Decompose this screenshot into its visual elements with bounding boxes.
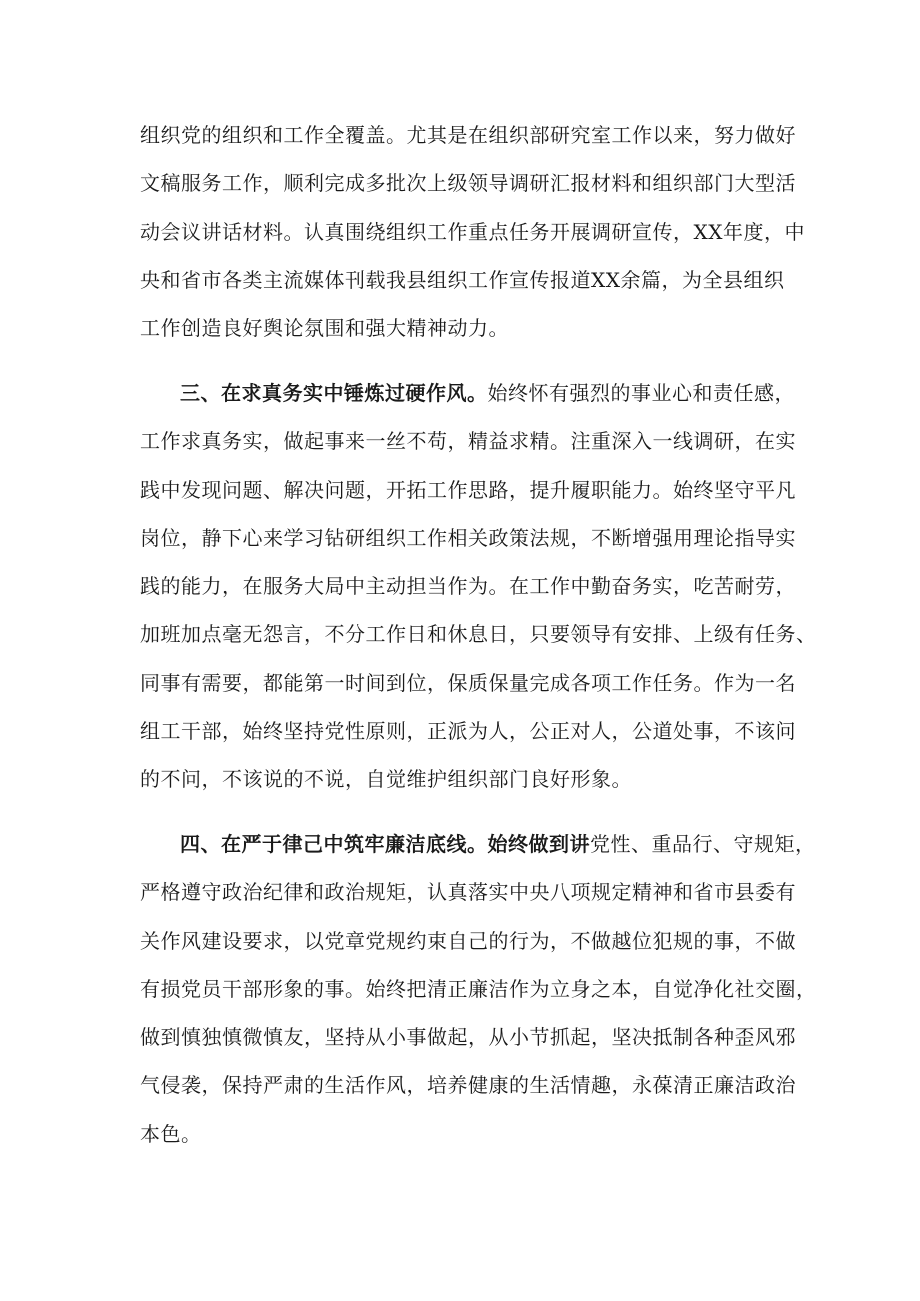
text-line: 岗位，静下心来学习钻研组织工作相关政策法规，不断增强用理论指导实 (140, 525, 796, 550)
text-line: 加班加点毫无怨言，不分工作日和休息日，只要领导有安排、上级有任务、 (140, 622, 817, 647)
paragraph-continuation (140, 111, 805, 352)
paragraph-section-four (140, 820, 817, 1158)
text-line: 有损党员干部形象的事。始终把清正廉洁作为立身之本，自觉净化社交圈， (140, 976, 817, 1001)
first-line-text: 党性、重品行、守规矩， (590, 832, 816, 856)
first-line (140, 820, 816, 868)
text-line: 严格遵守政治纪律和政治规矩，认真落实中央八项规定精神和省市县委有 (140, 880, 796, 905)
section-heading: 四、在严于律己中筑牢廉洁底线。始终做到讲 (180, 832, 590, 856)
first-line (140, 369, 795, 417)
text-line: 央和省市各类主流媒体刊载我县组织工作宣传报道XX余篇，为全县组织 (140, 267, 785, 292)
text-line: 气侵袭，保持严肃的生活作风，培养健康的生活情趣，永葆清正廉洁政治 (140, 1073, 796, 1098)
text-line: 的不问，不该说的不说，自觉维护组织部门良好形象。 (140, 767, 632, 792)
text-line: 工作求真务实，做起事来一丝不苟，精益求精。注重深入一线调研，在实 (140, 429, 796, 454)
text-line: 践中发现问题、解决问题，开拓工作思路，提升履职能力。始终坚守平凡 (140, 477, 796, 502)
text-line: 践的能力，在服务大局中主动担当作为。在工作中勤奋务实，吃苦耐劳， (140, 574, 796, 599)
section-heading: 三、在求真务实中锤炼过硬作风。 (180, 381, 488, 405)
paragraph-section-three (140, 369, 817, 804)
text-line: 组工干部，始终坚持党性原则，正派为人，公正对人，公道处事，不该问 (140, 719, 796, 744)
text-line: 关作风建设要求，以党章党规约束自己的行为，不做越位犯规的事，不做 (140, 928, 796, 953)
text-line: 文稿服务工作，顺利完成多批次上级领导调研汇报材料和组织部门大型活 (140, 171, 796, 196)
first-line-text: 始终怀有强烈的事业心和责任感， (487, 381, 795, 405)
text-line: 本色。 (140, 1121, 202, 1146)
text-line: 组织党的组织和工作全覆盖。尤其是在组织部研究室工作以来，努力做好 (140, 123, 796, 147)
text-line: 工作创造良好舆论氛围和强大精神动力。 (140, 316, 509, 341)
text-line: 动会议讲话材料。认真围绕组织工作重点任务开展调研宣传，XX年度，中 (140, 219, 805, 244)
text-line: 同事有需要，都能第一时间到位，保质保量完成各项工作任务。作为一名 (140, 670, 796, 695)
text-line: 做到慎独慎微慎友，坚持从小事做起，从小节抓起，坚决抵制各种歪风邪 (140, 1025, 796, 1050)
